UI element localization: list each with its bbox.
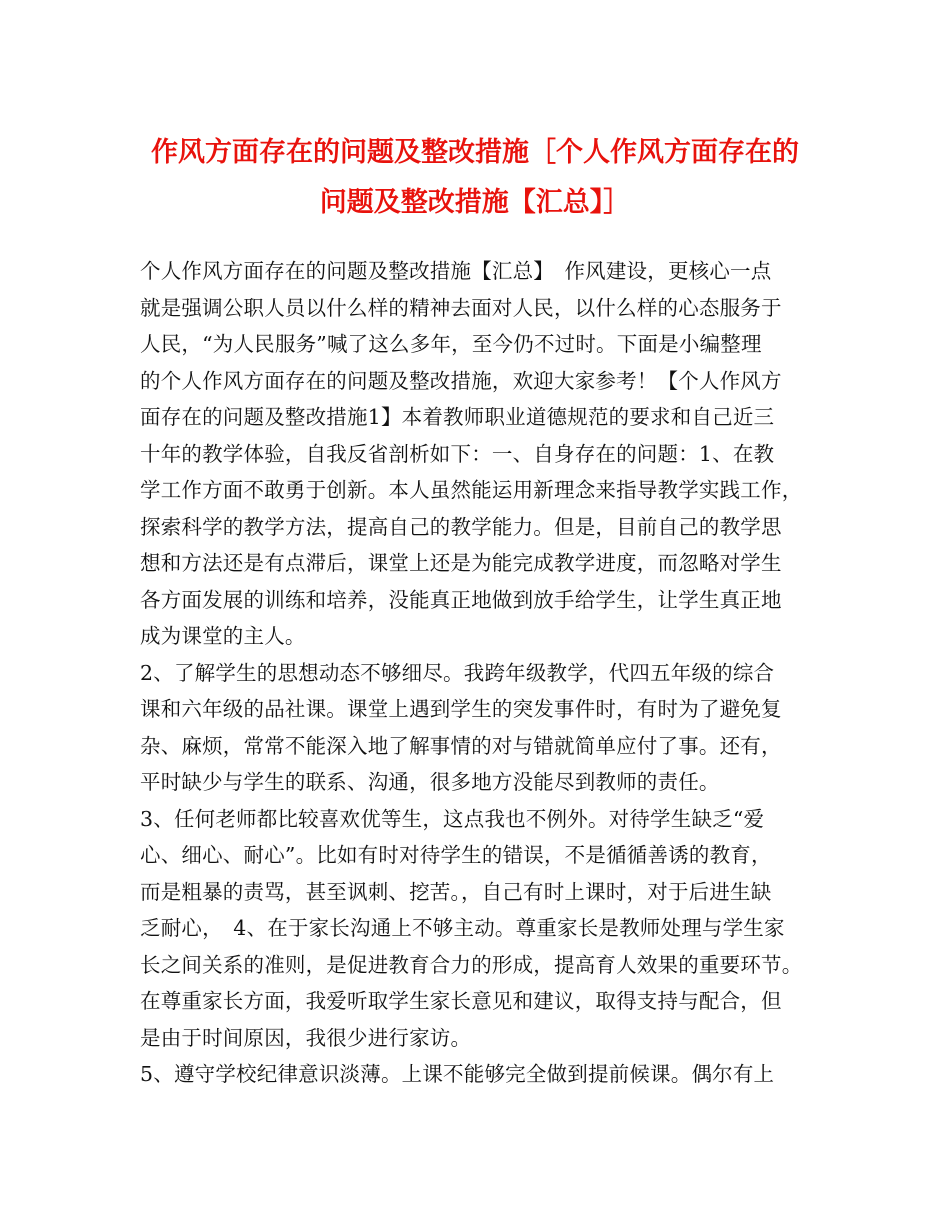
body-line: 平时缺少与学生的联系、沟通，很多地方没能尽到教师的责任。 (140, 770, 720, 794)
title-line-2: 问题及整改措施【汇总】］ (319, 187, 631, 218)
body-line: 心、细心、耐心”。比如有时对待学生的错误，不是循循善诱的教育， (140, 843, 772, 867)
body-line: 长之间关系的准则，是促进教育合力的形成，提高育人效果的重要环节。 (140, 952, 803, 977)
body-line: 的个人作风方面存在的问题及整改措施，欢迎大家参考！【个人作风方 (140, 368, 782, 393)
body-line: 就是强调公职人员以什么样的精神去面对人民，以什么样的心态服务于 (140, 295, 782, 320)
body-line: 在尊重家长方面，我爱听取学生家长意见和建议，取得支持与配合，但 (140, 989, 782, 1013)
document-title (120, 128, 830, 228)
title-line-1: 作风方面存在的问题及整改措施［个人作风方面存在的 (151, 137, 799, 168)
body-line: 人民，“为人民服务”喊了这么多年，至今仍不过时。下面是小编整理 (140, 332, 762, 356)
body-line: 而是粗暴的责骂，甚至讽刺、挖苦。，自己有时上课时，对于后进生缺 (140, 879, 772, 904)
body-line: 是由于时间原因，我很少进行家访。 (140, 1025, 472, 1050)
body-line: 各方面发展的训练和培养，没能真正地做到放手给学生，让学生真正地 (140, 587, 782, 612)
body-line: 想和方法还是有点滞后，课堂上还是为能完成教学进度，而忽略对学生 (140, 551, 782, 575)
body-line: 个人作风方面存在的问题及整改措施【汇总】 作风建设，更核心一点 (140, 259, 772, 283)
body-line: 探索科学的教学方法，提高自己的教学能力。但是，目前自己的教学思 (140, 514, 782, 539)
body-line: 3、任何老师都比较喜欢优等生，这点我也不例外。对待学生缺乏“爱 (140, 806, 765, 831)
body-line: 成为课堂的主人。 (140, 624, 306, 648)
document-body (140, 253, 820, 1093)
body-line: 课和六年级的品社课。课堂上遇到学生的突发事件时，有时为了避免复 (140, 697, 782, 721)
body-line: 学工作方面不敢勇于创新。本人虽然能运用新理念来指导教学实践工作， (140, 478, 803, 502)
body-line: 乏耐心， 4、在于家长沟通上不够主动。尊重家长是教师处理与学生家 (140, 916, 785, 940)
body-line: 十年的教学体验，自我反省剖析如下：一、自身存在的问题：1、在教 (140, 441, 775, 466)
body-line: 杂、麻烦，常常不能深入地了解事情的对与错就简单应付了事。还有， (140, 733, 782, 758)
body-line: 面存在的问题及整改措施1】本着教师职业道德规范的要求和自己近三 (140, 405, 775, 429)
body-line: 5、遵守学校纪律意识淡薄。上课不能够完全做到提前候课。偶尔有上 (140, 1062, 775, 1086)
body-line: 2、了解学生的思想动态不够细尽。我跨年级教学，代四五年级的综合 (140, 660, 775, 685)
